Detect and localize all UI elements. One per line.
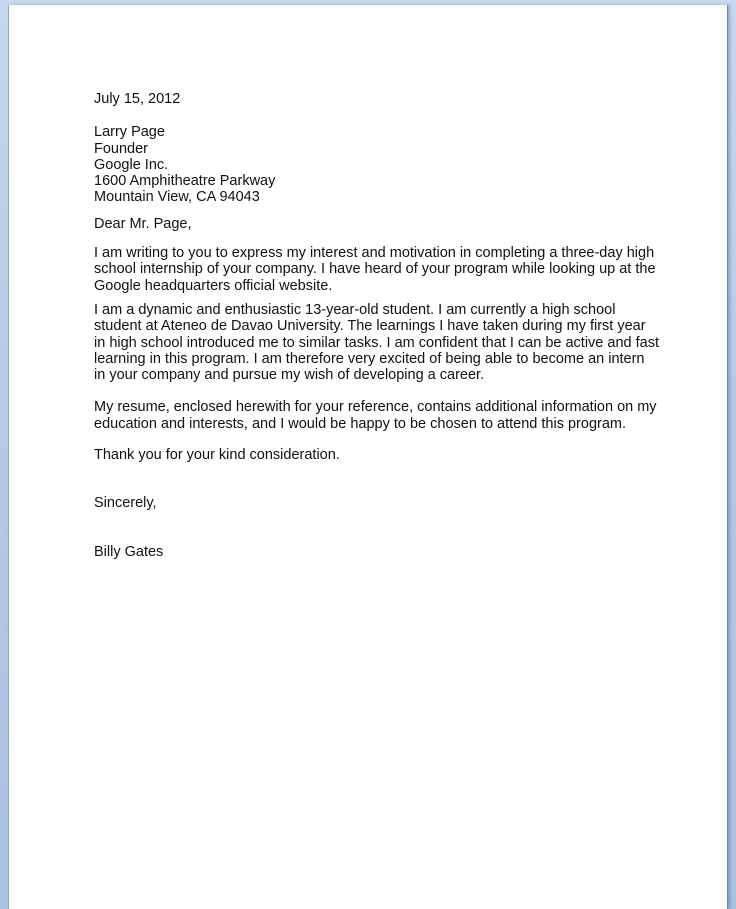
- recipient-street: 1600 Amphitheatre Parkway: [94, 173, 276, 190]
- paragraph-line: learning in this program. I am therefore very excited of being able to become an intern: [94, 350, 645, 367]
- paragraph-1: [94, 245, 654, 294]
- paragraph-line: I am a dynamic and enthusiastic 13-year-old student. I am currently a high school: [94, 301, 616, 318]
- signature-name: Billy Gates: [94, 543, 164, 560]
- letter-date: July 15, 2012: [94, 91, 181, 107]
- letter-body: [94, 91, 659, 560]
- recipient-address: [94, 124, 654, 205]
- paragraph-line: My resume, enclosed herewith for your reference, contains additional information on my: [94, 399, 657, 416]
- paragraph-line: I am writing to you to express my interest and motivation in completing a three-day high: [94, 245, 655, 262]
- paragraph-line: education and interests, and I would be happy to be chosen to attend this program.: [94, 415, 627, 432]
- paragraph-3: [94, 399, 657, 432]
- paragraph-line: in your company and pursue my wish of developing a career.: [94, 367, 485, 384]
- recipient-title: Founder: [94, 140, 149, 157]
- recipient-company: Google Inc.: [94, 156, 169, 173]
- recipient-city: Mountain View, CA 94043: [94, 189, 260, 206]
- recipient-name: Larry Page: [94, 124, 165, 141]
- salutation: Dear Mr. Page,: [94, 215, 192, 232]
- paragraph-line: Google headquarters official website.: [94, 277, 333, 294]
- paragraph-line: in high school introduced me to similar tasks. I am confident that I can be active and fast: [94, 334, 659, 351]
- paragraph-2: [94, 301, 659, 384]
- thanks-line: Thank you for your kind consideration.: [94, 447, 340, 464]
- closing: Sincerely,: [94, 495, 157, 512]
- paragraph-line: student at Ateneo de Davao University. The learnings I have taken during my first year: [94, 318, 646, 335]
- document-page: [8, 5, 728, 909]
- paragraph-line: school internship of your company. I have heard of your program while looking up at the: [94, 261, 656, 278]
